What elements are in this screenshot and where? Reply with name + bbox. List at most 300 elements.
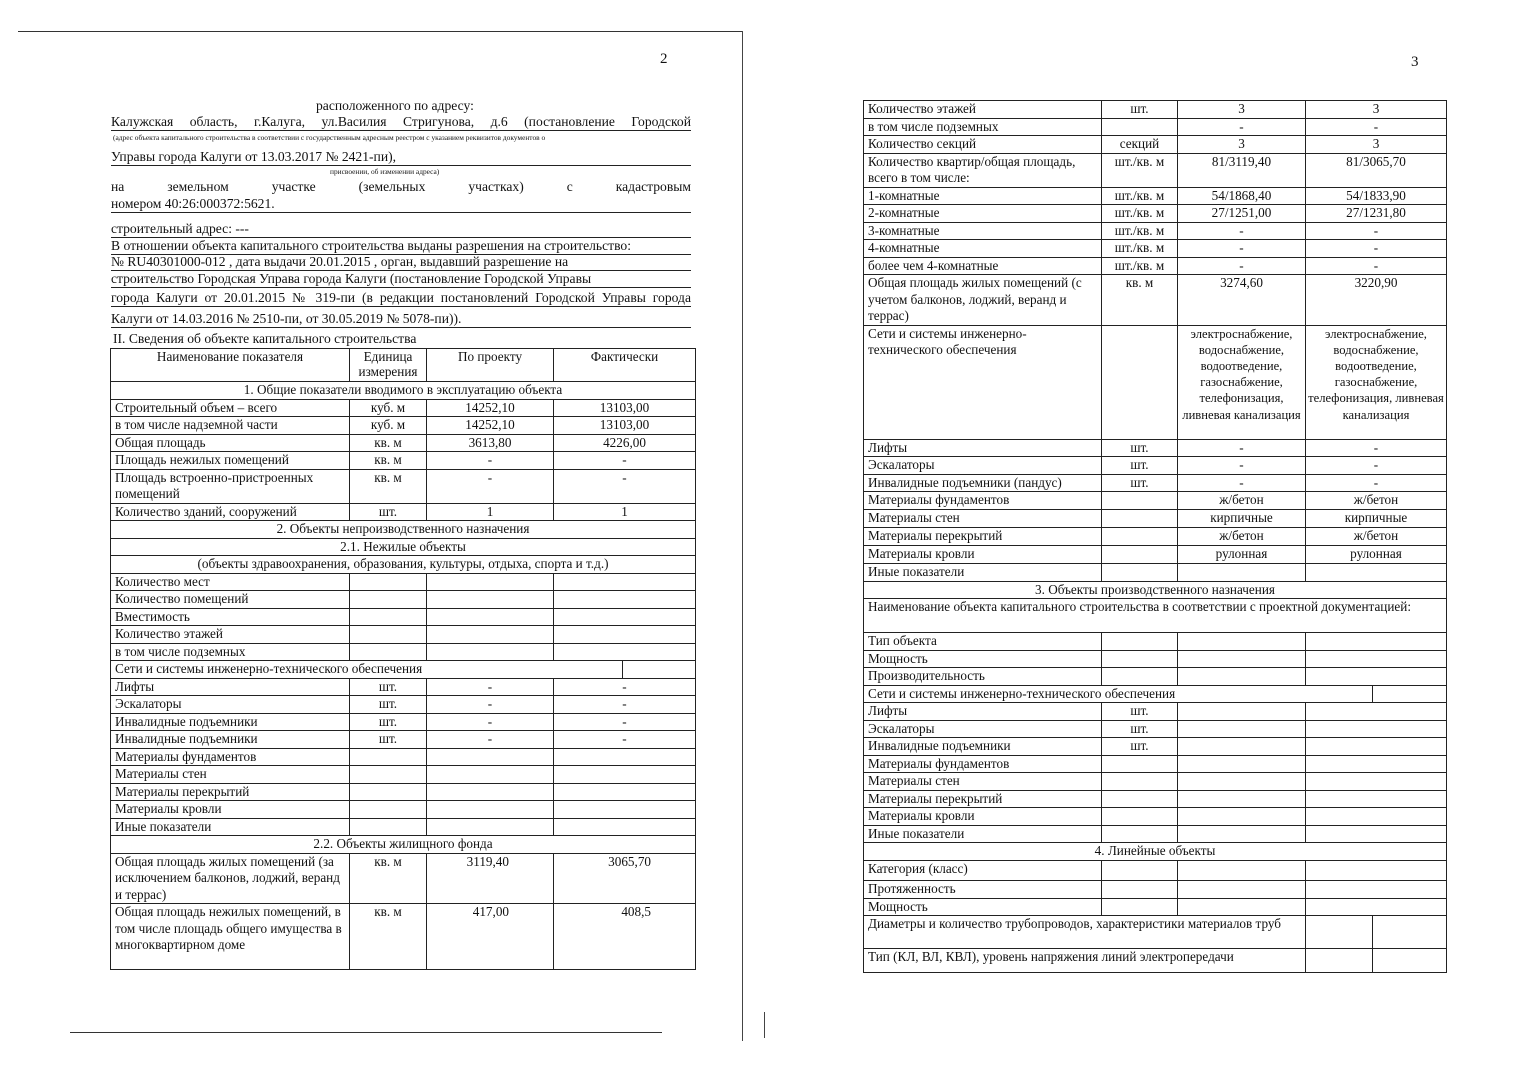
cell-actual xyxy=(554,783,696,801)
cell-name: Общая площадь нежилых помещений, в том числе площадь общего имущества в многоквартирном доме xyxy=(111,904,350,970)
cell-name: Эскалаторы xyxy=(111,696,350,714)
cell-name: Количество этажей xyxy=(111,626,350,644)
cell-project xyxy=(427,608,554,626)
cell-name: 2-комнатные xyxy=(864,205,1102,223)
cell-unit: шт. xyxy=(350,731,427,749)
cell-name: Материалы кровли xyxy=(111,801,350,819)
cell-name: Материалы фундаментов xyxy=(864,492,1102,510)
address-hint-2: присвоении, об изменении адреса) xyxy=(330,167,440,176)
divider xyxy=(622,661,623,678)
object-info-table xyxy=(110,348,696,970)
table-row xyxy=(864,668,1447,686)
cell-actual: - xyxy=(554,713,696,731)
cell-actual xyxy=(554,801,696,819)
table-row xyxy=(864,720,1447,738)
cell-name: Количество помещений xyxy=(111,591,350,609)
table-row xyxy=(864,755,1447,773)
cell-actual: рулонная xyxy=(1306,546,1447,564)
table-row xyxy=(111,766,696,784)
cell-project: - xyxy=(427,696,554,714)
table-row xyxy=(111,626,696,644)
table-row xyxy=(111,503,696,521)
cell-project xyxy=(427,783,554,801)
cell-name: Мощность xyxy=(864,898,1102,916)
cell-unit xyxy=(1102,325,1178,439)
cell-unit: кв. м xyxy=(350,853,427,904)
table-row xyxy=(864,492,1447,510)
cell-unit xyxy=(1102,790,1178,808)
cell-project: 14252,10 xyxy=(427,399,554,417)
cell-project xyxy=(1178,564,1306,582)
cell-project: 3 xyxy=(1178,136,1306,154)
cell-project xyxy=(1178,860,1306,880)
table-row xyxy=(864,843,1447,861)
section-nonresidential-subtitle: (объекты здравоохранения, образования, культуры, отдыха, спорта и т.д.) xyxy=(111,556,696,574)
cell-name: Иные показатели xyxy=(111,818,350,836)
cell-name: Иные показатели xyxy=(864,564,1102,582)
cell-project: - xyxy=(1178,240,1306,258)
cell-actual xyxy=(1306,790,1447,808)
table-row xyxy=(864,949,1447,973)
col-header-project: По проекту xyxy=(427,349,554,382)
table-row xyxy=(111,836,696,854)
cell-project: - xyxy=(1178,474,1306,492)
table-row xyxy=(111,783,696,801)
cell-unit: куб. м xyxy=(350,399,427,417)
cell-unit xyxy=(1102,633,1178,651)
table-row xyxy=(864,773,1447,791)
cell-project xyxy=(427,801,554,819)
cell-project: - xyxy=(1178,439,1306,457)
cell-project: - xyxy=(427,469,554,503)
cell-project: - xyxy=(1178,257,1306,275)
table-row xyxy=(864,703,1447,721)
table-row xyxy=(111,801,696,819)
cell-unit xyxy=(1102,650,1178,668)
cell-project xyxy=(1178,755,1306,773)
land-line-1: на земельном участке (земельных участках) с кадастровым xyxy=(111,179,691,194)
power-row-label: Тип (КЛ, ВЛ, КВЛ), уровень напряжения линий электропередачи xyxy=(864,949,1306,973)
cell-unit xyxy=(350,573,427,591)
table-row xyxy=(864,510,1447,528)
cell-project xyxy=(427,573,554,591)
cell-actual: - xyxy=(554,678,696,696)
cell-empty xyxy=(1306,949,1447,973)
cell-name: Количество квартир/общая площадь, всего в том числе: xyxy=(864,153,1102,187)
table-row xyxy=(111,573,696,591)
cell-name: Материалы стен xyxy=(111,766,350,784)
cell-actual xyxy=(1306,825,1447,843)
cell-empty xyxy=(554,661,696,679)
section-general: 1. Общие показатели вводимого в эксплуатацию объекта xyxy=(111,382,696,400)
cell-unit: шт./кв. м xyxy=(1102,257,1178,275)
cell-unit: шт. xyxy=(350,713,427,731)
cell-name: Иные показатели xyxy=(864,825,1102,843)
cell-unit xyxy=(350,766,427,784)
table-row xyxy=(864,898,1447,916)
permits-line-5: Калуги от 14.03.2016 № 2510-пи, от 30.05.2019 № 5078-пи)). xyxy=(111,311,691,328)
cell-project: 3274,60 xyxy=(1178,275,1306,326)
table-row xyxy=(111,608,696,626)
cell-name: Мощность xyxy=(864,650,1102,668)
cell-name: 1-комнатные xyxy=(864,187,1102,205)
cell-actual xyxy=(554,766,696,784)
cell-project: 54/1868,40 xyxy=(1178,187,1306,205)
cell-unit: кв. м xyxy=(350,469,427,503)
cell-unit xyxy=(1102,860,1178,880)
section-title: II. Сведения об объекте капитального строительства xyxy=(113,331,417,346)
table-row xyxy=(864,546,1447,564)
cell-unit: шт. xyxy=(1102,457,1178,475)
cell-actual xyxy=(1306,633,1447,651)
cell-project xyxy=(427,818,554,836)
land-line-2: номером 40:26:000372:5621. xyxy=(111,196,691,213)
col-header-name: Наименование показателя xyxy=(111,349,350,382)
cell-project xyxy=(427,591,554,609)
cell-unit: шт. xyxy=(1102,101,1178,119)
cell-name: Площадь нежилых помещений xyxy=(111,452,350,470)
cell-actual xyxy=(554,608,696,626)
table-row xyxy=(111,452,696,470)
table-row xyxy=(864,474,1447,492)
cell-unit xyxy=(1102,528,1178,546)
cell-unit xyxy=(1102,118,1178,136)
cell-name: Инвалидные подъемники (пандус) xyxy=(864,474,1102,492)
table-row xyxy=(864,650,1447,668)
table-row xyxy=(864,153,1447,187)
cell-project xyxy=(1178,808,1306,826)
cell-actual: - xyxy=(554,469,696,503)
cell-name: Лифты xyxy=(864,703,1102,721)
cell-name: Общая площадь xyxy=(111,434,350,452)
cell-project xyxy=(427,643,554,661)
cell-actual xyxy=(1306,755,1447,773)
cell-project xyxy=(427,748,554,766)
cell-unit xyxy=(1102,880,1178,898)
cell-name: Материалы фундаментов xyxy=(111,748,350,766)
cell-name: Количество этажей xyxy=(864,101,1102,119)
cell-unit xyxy=(1102,755,1178,773)
cell-actual xyxy=(1306,773,1447,791)
cell-actual xyxy=(554,643,696,661)
cell-name: Количество мест xyxy=(111,573,350,591)
cell-actual xyxy=(1306,703,1447,721)
cell-name: Материалы кровли xyxy=(864,546,1102,564)
cell-project: рулонная xyxy=(1178,546,1306,564)
page-left-edge xyxy=(764,1012,765,1038)
cell-project: 27/1251,00 xyxy=(1178,205,1306,223)
cell-unit xyxy=(1102,492,1178,510)
table-row xyxy=(864,118,1447,136)
cell-name: Количество зданий, сооружений xyxy=(111,503,350,521)
cell-actual: 54/1833,90 xyxy=(1306,187,1447,205)
table-row xyxy=(864,880,1447,898)
cell-unit: кв. м xyxy=(350,434,427,452)
table-row xyxy=(864,599,1447,633)
cell-name: Площадь встроенно-пристроенных помещений xyxy=(111,469,350,503)
cell-name: Материалы стен xyxy=(864,773,1102,791)
cell-name: Материалы перекрытий xyxy=(864,790,1102,808)
cell-name: Инвалидные подъемники xyxy=(111,731,350,749)
col-header-unit: Единица измерения xyxy=(350,349,427,382)
col-header-actual: Фактически xyxy=(554,349,696,382)
cell-actual xyxy=(1306,650,1447,668)
cell-unit: шт./кв. м xyxy=(1102,222,1178,240)
cell-name: Количество секций xyxy=(864,136,1102,154)
cell-project xyxy=(1178,790,1306,808)
table-row xyxy=(111,748,696,766)
cell-actual: 27/1231,80 xyxy=(1306,205,1447,223)
cell-project xyxy=(1178,668,1306,686)
cell-name: Общая площадь жилых помещений (с учетом балконов, лоджий, веранд и террас) xyxy=(864,275,1102,326)
cell-project: 81/3119,40 xyxy=(1178,153,1306,187)
cell-project xyxy=(427,626,554,644)
cell-actual xyxy=(1306,880,1447,898)
cell-name: в том числе надземной части xyxy=(111,417,350,435)
table-header-row xyxy=(111,349,696,382)
section-production: 3. Объекты производственного назначения xyxy=(864,581,1447,599)
table-row xyxy=(111,469,696,503)
cell-unit xyxy=(350,626,427,644)
table-row xyxy=(111,382,696,400)
cell-actual: 4226,00 xyxy=(554,434,696,452)
table-row xyxy=(864,916,1447,949)
page-number: 3 xyxy=(1411,54,1419,70)
cell-actual xyxy=(1306,898,1447,916)
cell-actual xyxy=(554,573,696,591)
cell-actual: 3 xyxy=(1306,101,1447,119)
production-object-name: Наименование объекта капитального строительства в соответствии с проектной документацией: xyxy=(864,599,1447,633)
section-nonresidential: 2.1. Нежилые объекты xyxy=(111,538,696,556)
cell-actual: кирпичные xyxy=(1306,510,1447,528)
cell-unit xyxy=(1102,825,1178,843)
cell-name: Инвалидные подъемники xyxy=(864,738,1102,756)
cell-actual xyxy=(1306,720,1447,738)
address-hint: (адрес объекта капитального строительства в соответствии с государственным адресным реестром с указанием реквизитов документов о xyxy=(113,133,546,142)
page-number: 2 xyxy=(660,51,668,67)
cell-project: - xyxy=(1178,118,1306,136)
cell-actual: 3065,70 xyxy=(554,853,696,904)
permits-line-2: № RU40301000-012 , дата выдачи 20.01.2015 , орган, выдавший разрешение на xyxy=(111,254,691,271)
cell-unit: шт. xyxy=(350,678,427,696)
cell-project: 14252,10 xyxy=(427,417,554,435)
divider xyxy=(1372,916,1373,948)
table-row xyxy=(111,696,696,714)
cell-project: 3 xyxy=(1178,101,1306,119)
cell-actual: - xyxy=(1306,118,1447,136)
cell-actual: - xyxy=(1306,474,1447,492)
cell-name: Категория (класс) xyxy=(864,860,1102,880)
cell-name: в том числе подземных xyxy=(111,643,350,661)
cell-project: ж/бетон xyxy=(1178,492,1306,510)
cell-name: Инвалидные подъемники xyxy=(111,713,350,731)
cell-name: Протяженность xyxy=(864,880,1102,898)
cell-unit: шт./кв. м xyxy=(1102,187,1178,205)
networks-row-label: Сети и системы инженерно-технического обеспечения xyxy=(864,685,1306,703)
cell-actual: - xyxy=(554,731,696,749)
cell-project xyxy=(1178,738,1306,756)
cell-actual: - xyxy=(1306,257,1447,275)
cell-actual: - xyxy=(1306,457,1447,475)
cell-name: Вместимость xyxy=(111,608,350,626)
section-linear: 4. Линейные объекты xyxy=(864,843,1447,861)
object-info-table-continued xyxy=(863,100,1447,973)
cell-actual: - xyxy=(1306,240,1447,258)
cell-project: 417,00 xyxy=(427,904,554,970)
address-line-1: Калужская область, г.Калуга, ул.Василия Стригунова, д.6 (постановление Городской xyxy=(111,114,691,129)
cell-unit: шт./кв. м xyxy=(1102,240,1178,258)
cell-name: Строительный объем – всего xyxy=(111,399,350,417)
cell-unit xyxy=(350,783,427,801)
table-row xyxy=(111,591,696,609)
cell-unit: кв. м xyxy=(350,904,427,970)
table-row xyxy=(111,434,696,452)
table-row xyxy=(864,325,1447,439)
cell-unit: шт. xyxy=(1102,738,1178,756)
table-row xyxy=(111,661,696,679)
table-row xyxy=(864,101,1447,119)
cell-unit xyxy=(1102,898,1178,916)
cell-unit xyxy=(350,748,427,766)
cell-name: в том числе подземных xyxy=(864,118,1102,136)
table-row xyxy=(111,678,696,696)
table-row xyxy=(111,853,696,904)
cell-name: 3-комнатные xyxy=(864,222,1102,240)
permits-line-3: строительство Городская Управа города Калуги (постановление Городской Управы xyxy=(111,271,691,288)
table-row xyxy=(864,581,1447,599)
cell-project: кирпичные xyxy=(1178,510,1306,528)
cell-unit xyxy=(1102,773,1178,791)
section-housing: 2.2. Объекты жилищного фонда xyxy=(111,836,696,854)
table-row xyxy=(111,538,696,556)
table-row xyxy=(864,187,1447,205)
cell-unit: шт. xyxy=(350,503,427,521)
cell-unit xyxy=(350,818,427,836)
cell-unit xyxy=(1102,546,1178,564)
cell-unit: шт. xyxy=(1102,439,1178,457)
table-row xyxy=(864,240,1447,258)
cell-project xyxy=(427,766,554,784)
cell-unit: кв. м xyxy=(1102,275,1178,326)
cell-name: Тип объекта xyxy=(864,633,1102,651)
cell-project: ж/бетон xyxy=(1178,528,1306,546)
cell-actual: - xyxy=(554,696,696,714)
cell-unit: шт. xyxy=(350,696,427,714)
cell-project xyxy=(1178,825,1306,843)
cell-project: 1 xyxy=(427,503,554,521)
cell-actual: - xyxy=(554,452,696,470)
cell-unit: куб. м xyxy=(350,417,427,435)
cell-actual xyxy=(1306,808,1447,826)
cell-unit xyxy=(1102,510,1178,528)
cell-project: - xyxy=(1178,222,1306,240)
cell-unit xyxy=(350,608,427,626)
permits-line-1: В отношении объекта капитального строительства выданы разрешения на строительство: xyxy=(111,238,691,255)
cell-actual: 3 xyxy=(1306,136,1447,154)
cell-project: 3613,80 xyxy=(427,434,554,452)
table-row xyxy=(864,222,1447,240)
cell-project: - xyxy=(427,713,554,731)
cell-name: Материалы перекрытий xyxy=(111,783,350,801)
cell-name: Общая площадь жилых помещений (за исключением балконов, лоджий, веранд и террас) xyxy=(111,853,350,904)
cell-unit: шт./кв. м xyxy=(1102,153,1178,187)
table-row xyxy=(864,633,1447,651)
permits-line-4: города Калуги от 20.01.2015 № 319-пи (в редакции постановлений Городской Управы города xyxy=(111,290,691,305)
divider xyxy=(1372,949,1373,972)
cell-actual: - xyxy=(1306,222,1447,240)
cell-project xyxy=(1178,880,1306,898)
cell-empty xyxy=(1306,916,1447,949)
cell-actual xyxy=(1306,738,1447,756)
cell-project xyxy=(1178,720,1306,738)
cell-empty xyxy=(1306,685,1447,703)
address-line-2: Управы города Калуги от 13.03.2017 № 2421-пи), xyxy=(111,149,691,166)
table-row xyxy=(864,257,1447,275)
cell-actual: 81/3065,70 xyxy=(1306,153,1447,187)
page-3 xyxy=(760,0,1527,1080)
table-row xyxy=(111,904,696,970)
page-top-edge xyxy=(18,31,743,32)
table-row xyxy=(864,808,1447,826)
cell-project: - xyxy=(427,452,554,470)
cell-project: электроснабжение, водоснабжение, водоотведение, газоснабжение, телефонизация, ливневая канализация xyxy=(1178,325,1306,439)
cell-actual xyxy=(554,748,696,766)
table-row xyxy=(864,457,1447,475)
page-right-edge xyxy=(742,31,743,1041)
table-row xyxy=(864,136,1447,154)
cell-name: Сети и системы инженерно-технического обеспечения xyxy=(864,325,1102,439)
table-row xyxy=(111,399,696,417)
cell-name: Материалы фундаментов xyxy=(864,755,1102,773)
table-row xyxy=(864,564,1447,582)
cell-actual xyxy=(554,626,696,644)
cell-project: - xyxy=(1178,457,1306,475)
cell-name: более чем 4-комнатные xyxy=(864,257,1102,275)
cell-project xyxy=(1178,633,1306,651)
cell-unit xyxy=(1102,564,1178,582)
table-row xyxy=(864,685,1447,703)
cell-unit xyxy=(350,643,427,661)
networks-row-label: Сети и системы инженерно-технического обеспечения xyxy=(111,661,554,679)
build-address: строительный адрес: --- xyxy=(111,221,691,238)
cell-project: - xyxy=(427,678,554,696)
cell-actual: 408,5 xyxy=(554,904,696,970)
cell-name: Лифты xyxy=(864,439,1102,457)
table-row xyxy=(864,860,1447,880)
pipes-row-label: Диаметры и количество трубопроводов, характеристики материалов труб xyxy=(864,916,1306,949)
table-row xyxy=(864,439,1447,457)
cell-unit: шт. xyxy=(1102,720,1178,738)
cell-actual xyxy=(554,818,696,836)
cell-name: Эскалаторы xyxy=(864,720,1102,738)
table-row xyxy=(864,790,1447,808)
table-row xyxy=(864,738,1447,756)
cell-unit: шт./кв. м xyxy=(1102,205,1178,223)
cell-project: - xyxy=(427,731,554,749)
cell-name: Эскалаторы xyxy=(864,457,1102,475)
page-2 xyxy=(0,0,760,1080)
cell-name: 4-комнатные xyxy=(864,240,1102,258)
table-row xyxy=(111,713,696,731)
cell-project xyxy=(1178,898,1306,916)
table-row xyxy=(111,818,696,836)
cell-unit: шт. xyxy=(1102,474,1178,492)
table-row xyxy=(864,205,1447,223)
cell-unit xyxy=(1102,668,1178,686)
cell-actual: электроснабжение, водоснабжение, водоотведение, газоснабжение, телефонизация, ливневая канализация xyxy=(1306,325,1447,439)
cell-actual xyxy=(1306,860,1447,880)
cell-actual: 13103,00 xyxy=(554,417,696,435)
